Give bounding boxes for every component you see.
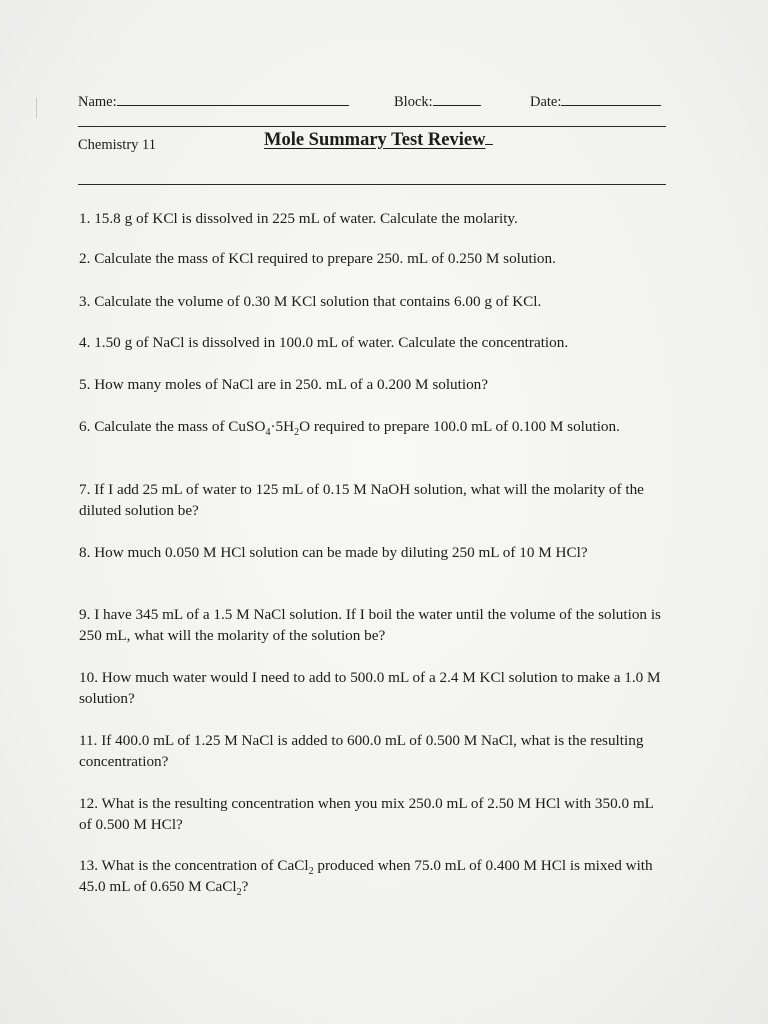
question-text: I have 345 mL of a 1.5 M NaCl solution. If I boil the water until the volume of the solution is 250 mL, what will the molarity of the solution be? xyxy=(79,606,661,644)
question-10 xyxy=(79,667,669,709)
header-divider-bottom xyxy=(78,184,666,185)
question-number: 1. xyxy=(79,210,91,227)
question-text: How much water would I need to add to 500.0 mL of a 2.4 M KCl solution to make a 1.0 M solution? xyxy=(79,669,661,707)
question-number: 5. xyxy=(79,376,91,393)
block-label: Block: xyxy=(394,94,433,110)
date-label: Date: xyxy=(530,94,562,110)
question-number: 4. xyxy=(79,334,91,351)
formula-subscript: 2 xyxy=(308,866,314,878)
name-blank-line xyxy=(117,93,349,106)
question-text-pre: Calculate the mass of CuSO xyxy=(94,418,266,435)
question-text: If 400.0 mL of 1.25 M NaCl is added to 600.0 mL of 0.500 M NaCl, what is the resulting concentration? xyxy=(79,732,644,770)
question-number: 9. xyxy=(79,606,91,623)
question-text-post: ? xyxy=(241,878,249,895)
page-title xyxy=(264,130,493,151)
question-13 xyxy=(79,855,669,897)
question-text: 1.50 g of NaCl is dissolved in 100.0 mL of water. Calculate the concentration. xyxy=(94,334,569,351)
question-2 xyxy=(79,248,669,269)
question-number: 6. xyxy=(79,418,91,435)
formula-subscript: 2 xyxy=(294,427,300,439)
question-number: 2. xyxy=(79,250,91,267)
question-text: How much 0.050 M HCl solution can be made by diluting 250 mL of 10 M HCl? xyxy=(94,544,588,561)
margin-mark xyxy=(36,98,37,118)
question-number: 12. xyxy=(79,795,98,812)
question-4 xyxy=(79,332,669,353)
block-blank-line xyxy=(433,93,481,106)
question-text: 15.8 g of KCl is dissolved in 225 mL of water. Calculate the molarity. xyxy=(94,210,518,227)
header-divider-top xyxy=(78,126,666,127)
question-7 xyxy=(79,479,669,521)
question-6 xyxy=(79,416,669,437)
formula-subscript: 2 xyxy=(236,887,242,899)
name-label: Name: xyxy=(78,94,117,110)
question-text-mid: produced when 75.0 mL of 0.400 M HCl is mixed with 45.0 mL of 0.650 M CaCl xyxy=(79,857,653,895)
question-text: What is the resulting concentration when you mix 250.0 mL of 2.50 M HCl with 350.0 mL of 0.500 M HCl? xyxy=(79,795,654,833)
title-text: Mole Summary Test Review xyxy=(264,130,486,150)
hydrate-dot: · xyxy=(270,418,276,435)
question-number: 8. xyxy=(79,544,91,561)
question-12 xyxy=(79,793,669,835)
title-underline-extension xyxy=(485,130,493,145)
question-8 xyxy=(79,542,669,563)
question-text-pre: What is the concentration of CaCl xyxy=(101,857,309,874)
question-text: Calculate the mass of KCl required to prepare 250. mL of 0.250 M solution. xyxy=(94,250,556,267)
block-field xyxy=(394,93,481,111)
question-number: 10. xyxy=(79,669,98,686)
question-number: 3. xyxy=(79,293,91,310)
question-text-mid: 5H xyxy=(275,418,295,435)
course-name: Chemistry 11 xyxy=(78,137,157,153)
date-field xyxy=(530,93,661,111)
question-text: If I add 25 mL of water to 125 mL of 0.15 M NaOH solution, what will the molarity of the diluted solution be? xyxy=(79,481,644,519)
question-3 xyxy=(79,291,669,312)
name-field xyxy=(78,93,349,111)
question-number: 13. xyxy=(79,857,98,874)
question-text-post: O required to prepare 100.0 mL of 0.100 M solution. xyxy=(299,418,620,435)
question-number: 11. xyxy=(79,732,98,749)
formula-subscript: 4 xyxy=(265,427,271,439)
date-blank-line xyxy=(561,93,661,106)
question-number: 7. xyxy=(79,481,91,498)
question-9 xyxy=(79,604,669,646)
question-11 xyxy=(79,730,669,772)
question-text: Calculate the volume of 0.30 M KCl solution that contains 6.00 g of KCl. xyxy=(94,293,542,310)
header-fields xyxy=(78,93,678,113)
question-text: How many moles of NaCl are in 250. mL of a 0.200 M solution? xyxy=(94,376,489,393)
question-5 xyxy=(79,374,669,395)
question-1 xyxy=(79,208,669,229)
